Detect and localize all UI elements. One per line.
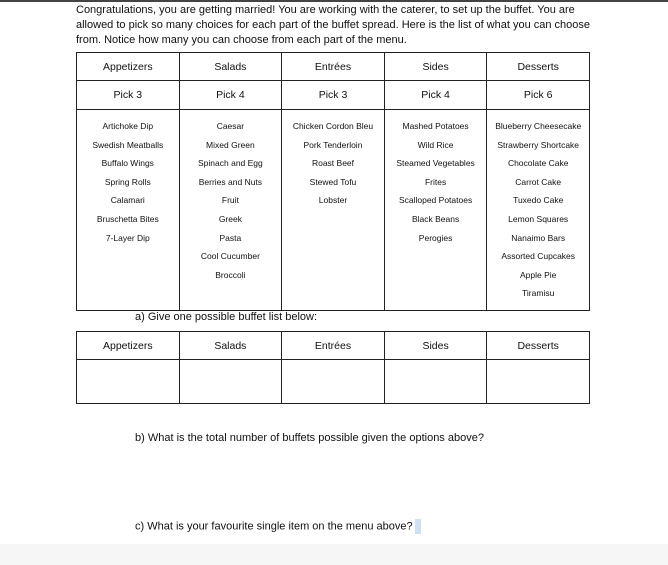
question-c-line — [135, 519, 421, 534]
menu-item: Chocolate Cake — [507, 158, 569, 169]
page-bottom-gap — [0, 544, 668, 565]
menu-item: Greek — [218, 213, 242, 224]
menu-header-row — [77, 53, 590, 81]
menu-item: Mixed Green — [206, 139, 255, 150]
menu-item: Mashed Potatoes — [402, 121, 469, 131]
answer-table — [76, 331, 590, 404]
menu-item: Caesar — [216, 121, 245, 131]
answer-header-appetizers: Appetizers — [77, 332, 180, 360]
menu-item: Spring Rolls — [104, 176, 151, 187]
menu-header-appetizers: Appetizers — [77, 53, 180, 81]
appetizers-list — [77, 110, 180, 311]
pick-entrees: Pick 3 — [282, 81, 385, 110]
menu-item: Blueberry Cheesecake — [495, 121, 582, 131]
menu-item: Carrot Cake — [515, 176, 562, 187]
top-rule — [0, 0, 668, 2]
pick-appetizers: Pick 3 — [77, 81, 180, 110]
answer-blank-row — [77, 360, 590, 404]
question-b: b) What is the total number of buffets possible given the options above? — [135, 432, 484, 444]
menu-item: Fruit — [221, 195, 239, 206]
menu-item: Lobster — [318, 195, 348, 206]
menu-item: Steamed Vegetables — [396, 158, 475, 169]
answer-cell-entrees[interactable] — [282, 360, 385, 404]
menu-item: Spinach and Egg — [198, 158, 263, 169]
menu-item: Assorted Cupcakes — [501, 251, 576, 262]
menu-item: Frites — [424, 176, 447, 187]
answer-cell-salads[interactable] — [179, 360, 282, 404]
menu-item: Apple Pie — [519, 269, 557, 280]
question-c: c) What is your favourite single item on the menu above? — [135, 520, 413, 533]
menu-item: Cool Cucumber — [200, 251, 260, 262]
menu-item: Roast Beef — [311, 158, 355, 169]
entrees-list — [282, 110, 385, 311]
menu-item: Chicken Cordon Bleu — [292, 121, 374, 131]
menu-item: Buffalo Wings — [101, 158, 154, 169]
text-cursor[interactable] — [415, 519, 421, 534]
menu-item: Nanaimo Bars — [511, 232, 566, 243]
menu-item: Black Beans — [411, 213, 460, 224]
pick-salads: Pick 4 — [179, 81, 282, 110]
menu-item: Berries and Nuts — [198, 176, 263, 187]
menu-header-sides: Sides — [384, 53, 487, 81]
answer-header-desserts: Desserts — [487, 332, 590, 360]
answer-header-entrees: Entrées — [282, 332, 385, 360]
pick-sides: Pick 4 — [384, 81, 487, 110]
menu-item: Pork Tenderloin — [303, 139, 363, 150]
menu-item: Wild Rice — [417, 139, 454, 150]
menu-item: Bruschetta Bites — [96, 213, 159, 224]
menu-item: Artichoke Dip — [102, 121, 154, 131]
menu-item: Strawberry Shortcake — [497, 139, 580, 150]
menu-item: Tuxedo Cake — [513, 195, 564, 206]
menu-item: Scalloped Potatoes — [398, 195, 473, 206]
answer-header-sides: Sides — [384, 332, 487, 360]
menu-item: Perogies — [418, 232, 453, 243]
menu-item: Swedish Meatballs — [92, 139, 164, 150]
menu-item: Lemon Squares — [508, 213, 569, 224]
answer-cell-sides[interactable] — [384, 360, 487, 404]
sides-list — [384, 110, 487, 311]
question-a: a) Give one possible buffet list below: — [135, 311, 318, 323]
menu-pick-row — [77, 81, 590, 110]
menu-item: 7-Layer Dip — [105, 232, 150, 243]
answer-cell-desserts[interactable] — [487, 360, 590, 404]
menu-item: Stewed Tofu — [309, 176, 357, 187]
menu-item: Broccoli — [215, 269, 246, 280]
menu-item: Calamari — [110, 195, 145, 206]
menu-items-row — [77, 110, 590, 311]
menu-table — [76, 52, 590, 311]
pick-desserts: Pick 6 — [487, 81, 590, 110]
menu-header-desserts: Desserts — [487, 53, 590, 81]
salads-list — [179, 110, 282, 311]
menu-header-salads: Salads — [179, 53, 282, 81]
answer-cell-appetizers[interactable] — [77, 360, 180, 404]
menu-item: Tiramisu — [522, 288, 555, 299]
desserts-list — [487, 110, 590, 311]
answer-header-salads: Salads — [179, 332, 282, 360]
menu-item: Pasta — [219, 232, 242, 243]
answer-header-row — [77, 332, 590, 360]
menu-header-entrees: Entrées — [282, 53, 385, 81]
intro-paragraph: Congratulations, you are getting married! You are working with the caterer, to set up the buffet. You are allowed to pick so many choices for each part of the buffet spread. Here is the list of what you can choose from. Notice how many you can choose from each part of the menu. — [76, 4, 591, 46]
